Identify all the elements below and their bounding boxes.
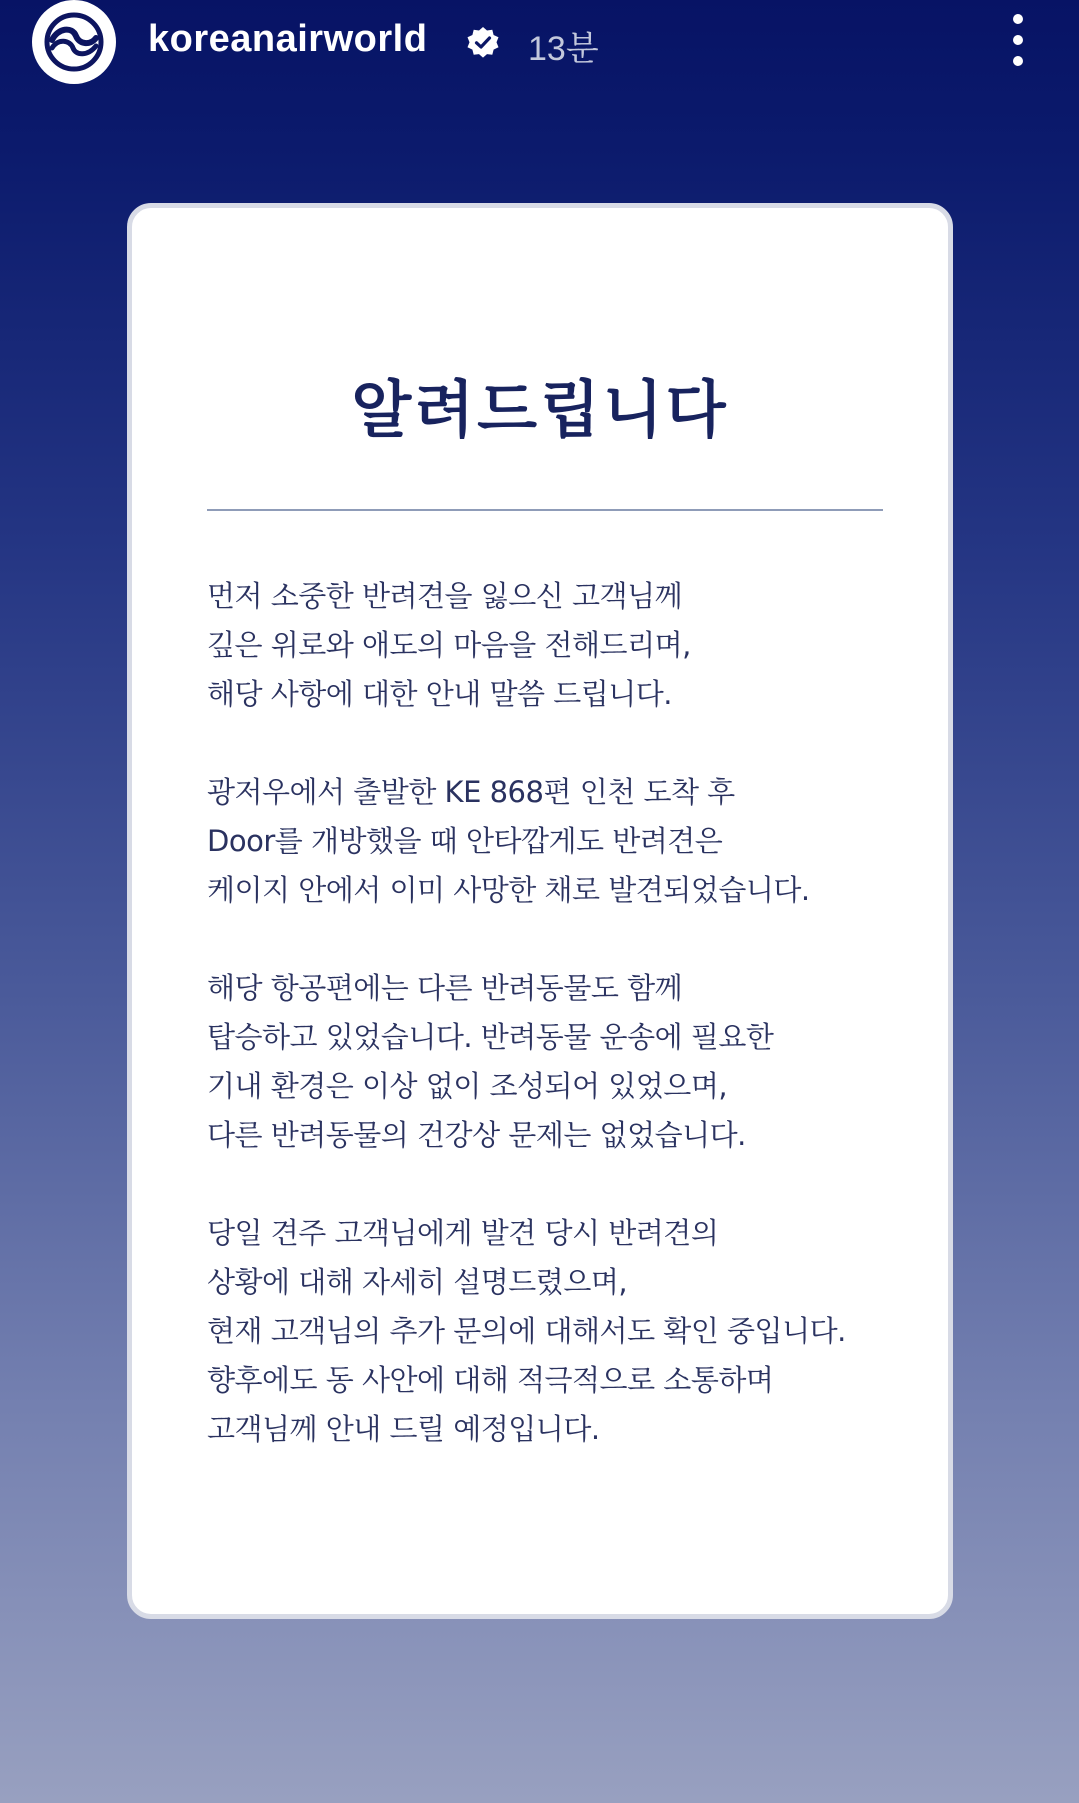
notice-line: 당일 견주 고객님에게 발견 당시 반려견의 (207, 1216, 719, 1250)
notice-paragraph (207, 964, 907, 1160)
more-vertical-icon-dot (1013, 56, 1023, 66)
title-divider (207, 509, 883, 511)
notice-line: 해당 항공편에는 다른 반려동물도 함께 (207, 971, 683, 1005)
notice-card (127, 203, 953, 1619)
notice-line: 상황에 대해 자세히 설명드렸으며, (207, 1265, 628, 1299)
notice-line: 해당 사항에 대한 안내 말씀 드립니다. (207, 677, 673, 711)
notice-line: 깊은 위로와 애도의 마음을 전해드리며, (207, 628, 691, 662)
more-vertical-icon-dot (1013, 35, 1023, 45)
notice-line: 고객님께 안내 드릴 예정입니다. (207, 1412, 600, 1446)
more-vertical-icon-dot (1013, 14, 1023, 24)
story-header (0, 0, 1079, 84)
notice-line: 탑승하고 있었습니다. 반려동물 운송에 필요한 (207, 1020, 774, 1054)
more-options-button[interactable] (1000, 14, 1036, 66)
notice-line: 향후에도 동 사안에 대해 적극적으로 소통하며 (207, 1363, 774, 1397)
notice-line: 기내 환경은 이상 없이 조성되어 있었으며, (207, 1069, 728, 1103)
notice-paragraph (207, 572, 907, 719)
notice-line: Door를 개방했을 때 안타깝게도 반려견은 (207, 824, 723, 858)
post-time: 13분 (528, 30, 599, 68)
notice-line: 광저우에서 출발한 KE 868편 인천 도착 후 (207, 775, 735, 809)
korean-air-logo-icon (42, 10, 106, 74)
notice-line: 케이지 안에서 이미 사망한 채로 발견되었습니다. (207, 873, 810, 907)
username[interactable]: koreanairworld (148, 18, 428, 60)
notice-paragraph (207, 768, 907, 915)
notice-body (207, 572, 907, 1503)
notice-title: 알려드립니다 (351, 373, 729, 446)
notice-paragraph (207, 1209, 907, 1454)
notice-line: 먼저 소중한 반려견을 잃으신 고객님께 (207, 579, 683, 613)
verified-badge-icon (466, 26, 500, 60)
avatar[interactable] (32, 0, 116, 84)
notice-line: 다른 반려동물의 건강상 문제는 없었습니다. (207, 1118, 746, 1152)
notice-line: 현재 고객님의 추가 문의에 대해서도 확인 중입니다. (207, 1314, 846, 1348)
